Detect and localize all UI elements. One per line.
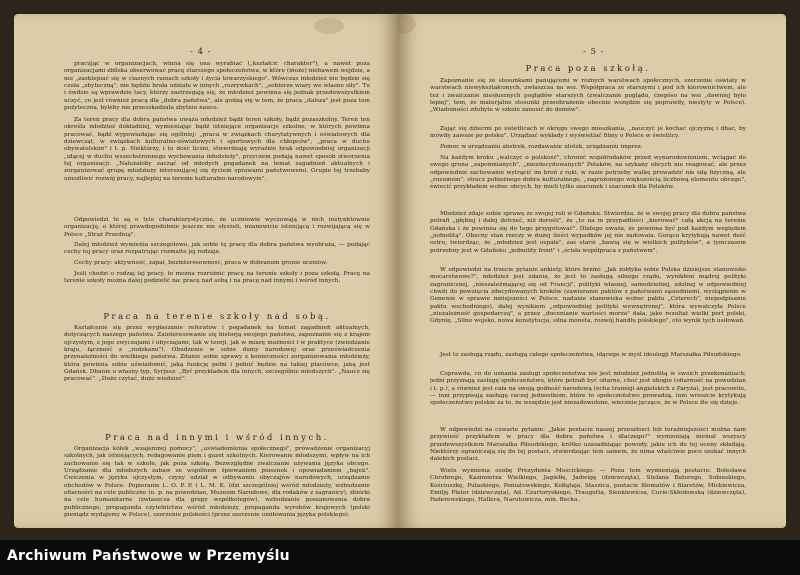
paragraph: W odpowiedzi na trzecie pytanie ankiety, które brzmi: „Jak żołdyka sobie Polska dzisiejsze stanowisko mocarstwowe?", młodzież jest zdania, że jest to zasługą silnego rządu, wynikłem mądrej polityki zagranicznej, „nieszaleźniającej się od Francji", polityki własnej, samodzielnej, zdolnej w odpowiedniej chwili do powzięcia zdecydowanych kroków (zawieranie paktów z państwami sąsiedniemi, wystąpienie w Genewie w sprawie mniejszości w Polsce, nadanie stanowiska wobec paktu „Czterech", niepodpisanie paktu wschodniego), dalej wynikiem „odpowiedniej polityki wewnętrznej", która wywalczyła Polsce „niezależność gospodarczą", a przez „docenianie wartości morza" dała, jako rezultat wielki port polski, Gdynię. „Silne wojsko, nowa konstytucja, silna moneta, rozwój handlu polskiego", oto wynik tych usiłowań. bbox=[430, 267, 746, 325]
paragraph: Organizacja kółek „wzajemnej pomocy", „uświadomienia społecznego", prowadzenie organizacyj szkolnych, jak istniejących, redagowanie pism i gazet szkolnych. Kierowanie młodszymi, wpływ na ich zachowanie się tak w szkole, jak poza szkołą. Bezwzględne zwalczanie używania języka obcego. Urządzanie dla młodszych zabaw ze wspólnem śpiewaniem piosenek i opowiadaniem „bajek". Ćwiczenia w języku ojczystym, czyny udział w odbywaniu obyczajów narodowych, urządzanie obchodów w Polsce. Popieranie L. O. P. P. i L. M. K. (dzi szczególniej wśród młodzieży, wzbudzanie ofiarności na cele publiczne (n. p. na powodzian, Muzeum Narodowe, dla rodaków z zagranicy), zbiórki na cele humanitarne (zwłaszcza dla grupy współkolegów), wzbudzanie poszanowania dobra publicznego, propaganda czytelnictwa wśród młodzieży, propaganda wyrobów krajowych (polski pieniądz wydajemy w Polsce), szerzenie polskości (przez szerzenie umiłowania języka polskiego). bbox=[64, 446, 370, 519]
paragraph: W odpowiedzi na czwarte pytanie: „Jakie postacie naszej przeszłości lub teraźniejszości można nam przywieść przykładem w pracy dla dobra państwa i dlaczego?" wymieniają niemal wszyscy przedewszystkiem Marszałka Piłsudskiego, krótko uzasadniając powody, jakie ich do tej oceny składają. Niektórzy ograniczają się do tej postaci, stwierdzając tem samem, że nima właściwie poco szukać innych dalekich postaci. bbox=[430, 427, 746, 463]
paragraph: Pomoc w urządzaniu abstrek, rozdawanie ulotek, urządzaniu imprez. bbox=[440, 144, 643, 150]
paragraph: Dalej młodzież wymienia szczegółowo, jak sobie tę pracę dla dobra państwa wyobraża, — podając cechy tej pracy oraz rozpatrując rozmaite jej rodzaje. bbox=[64, 242, 370, 256]
paragraph: Na kaźdym kroku „walczyć o polskość", chronić współrodaków przed wynarodowieniem, wciągać do swego grona „zapomnianych", „niezdecydowanych" Polaków, na szykany obcych nie reagować, ale przez odpowiednie zachowanie wytrącić im broń z ręki, w razie potrzeby walkę prowadzić nie siłą fizyczną, ale „rozumem", stracz pobieżnego dobra kulturalnego, „zagrożonego większością liczbową elementu obcego", świecić przykładem wobec obcych, by mieli tylko szacunek i szacunek dla Polaków. bbox=[430, 155, 746, 191]
archive-footer bbox=[0, 540, 800, 575]
section-heading: Praca nad innymi i wśród innych. bbox=[105, 433, 329, 443]
page-number: - 5 - bbox=[583, 47, 605, 57]
paragraph: Zapoznanie się ze stosunkami panującemi w różnych warstwach społecznych, szerzenie oświaty w warstwach niewykształconych, zwłaszcza na wsi. Współpraca ze starszymi i pod ich kierownictwem, ale też i zwalczanie niesłusznych poglądów starszych (zwalczanie poglądu, ćzegóso na wsi „dawniej było lepiej", tem, że materjalne stosunki przeobrażenie obecnie wszędzie się poprawiły, niestyty w Polsce). „Wiadomości zdobyte w szkole zanosić do domów". bbox=[430, 78, 746, 114]
paragraph: Jest to zasługą rządu, zasługą całego społeczeństwa, idącego w myśl ideologji Marszałka Piłsudskiego. bbox=[440, 352, 742, 358]
paragraph: Jeśli chodzi o rodzaj tej pracy, to można rozróżnić pracę na terenie szkoły i poza szkołą. Pracę na terenie szkoły można dalej podzielić na: pracę nad sobą i na pracę nad innymi i wśród innych. bbox=[64, 271, 370, 285]
section-heading: Praca poza szkołą. bbox=[525, 64, 651, 74]
paragraph: Coprawda, co do uznania zasługi społeczeństwa nie jest młodzież jednolitą w swoich przekonaniach; jedni przyznają zasługę społeczeństwu, które potrafi być ofiarne, choć jest ubogie (ofiarność na powodzian i t. p.), a również jest cała na swoją godność narodową (echa tramisji angielskich z Paryża), jest pracowite, — inni przypisują zasługę raczej jednostkom, które to społeczeństwo prowadzą, inni wreszcie krytykują społeczeństwo polskie za to, że wszędzie jest niezadowolone, wiecznie jęczące, że w Polsce źle się dzieje. bbox=[430, 371, 746, 407]
paragraph: Zająć się dziećmi po świetlicach w okręgu swego mieszkania, „nauczyć je kochać ojczyznę i dbać, by mówiły zawsze po polsku". Urządzać wykłady i wyświetlać filmy o Polsce w świetlicy. bbox=[430, 126, 746, 140]
paragraph: Kształcenie się przez wygłaszanie referatów i pogadanek na temat zagadnień aktualnych, dotyczących naszego państwa. Zainteresowanie się historją swojego państwa, zapoznanie się z krajem ojczystym, z jego zwyczajami i obyczajami, tak w teorji, jak w miarę możności i w praktyce (zwiedzanie kraju, łączność z „rodzkami"). Obudzenie w sobie dumy narodowej oraz przeświadczenia przynależności do wielkiego państwa. Zdanie sobie sprawy z konieczności zorganizowania młodzieży, która powinna sobie uświadomić, jaką funkcję pełni i pełnić będzie na takiej placówce, jaką jest Gdańsk. Dbanie o własny typ, Syrjusz: „Być przykładem dla innych, szczególnie młodszych". „Naucz się pracować". „Dużo czytać, dużo wiedzieć". bbox=[64, 325, 370, 383]
paragraph: Odpowiedzi te są o tyle charakterystyczne, że uczniowie wyczuwają w nich instynktownie organizację, o której prawdopodobnie jeszcze nie słyszeli, mianowicie istniejącą i rozwijającą się w Polsce „Straż Przednią". bbox=[64, 217, 370, 238]
paragraph: Wielu wymienia osobę Prezydenta Mościckiego. — Poza tem wymieniają postacie: Bolesława Chrobrego, Kazimierza Wielkiego, Jagiełłę, Jadwigę (dziewczęta), Stefana Batorego, Sobieskiego, Kościuszkę, Pułaskiego, Poniatowskiego, Kołłątaja, Staszica, postacie filomatów i filaretów, Mickiewicza, Emilję Plater (dziewczęta), Ad. Czartoryskiego, Traugutta, Sienkiewicza, Curie-Skłodowską (dziewczęta), Paderewskiego, Hallera, Narutowicza, min. Becka. bbox=[430, 468, 746, 504]
paragraph: Za teren pracy dla dobra państwa uważa młodzież bądź teren szkoły, bądź pozaszkolny. Teren ten określa młodzież dokładniej, wymieniając bądź istniejące organizacje szkolne, w których powinna pracować, bądź wypowiadając się ogólniej: „praca w związkach charytatywnych i oświatowych dla dziewcząt, w związkach kulturalno-oświatowych i sportowych dla chłopców", „praca w duchu obywatelskim" i t. p. Niektórzy, i to dość liczni, stwierdzają wyraźnie brak odpowiedniej organizacji „idącej w duchu wszechstronnego wychowania młodzieży", przyczem podają nawet sposób stworzenia tej organizacji: „Należałoby zacząć od młodych pogadanek na temat zagadnień aktualnych i zorganizować grupę młodzieży interesującej się życiem sprawami państwowemi. Grupie tej trzebaby umożliwić rozwój pracy, najlepiej na terenie kulturalno-narodowym". bbox=[64, 117, 370, 182]
left-page bbox=[14, 14, 398, 528]
right-page bbox=[398, 14, 786, 528]
paper-stain bbox=[398, 14, 416, 34]
section-heading: Praca na terenie szkoły nad sobą. bbox=[103, 312, 331, 322]
paragraph: Cechy pracy: aktywność, zapał, bezinteresowność, praca w dobranem gronie uczniów. bbox=[74, 260, 328, 266]
paragraph: Młodzież zdaje sobie sprawę ze swojej roli w Gdańsku. Stwierdza, że w swojej pracy dla dobra państwa potrafi „głębiej i dalej dotrzeć, niż dorośli", że „to na m przypadłości „kierować" całą akcją na terenie Gdańska i że powinna się do tego przygotować". Dlatego uważa, że powinna być pod każdym względem „jednolitą". Obecny stan rzeczy w dużej ilości wypadków jej nie zadowala. Gorąco krytykują nawet dość ostro, twierdząc, że „młodzież jest ospała", zaś starsi „bawią się w wielkich polityków", a tymczasem potrzebny jest w Gdańsku „jednolity front" i „ścisła współpraca z państwem". bbox=[430, 211, 746, 254]
paragraph: pracując w organizacjach, winna się ona wyrabiać („kształcić charakter"), a nawet poza organizacjami zbliska obserwować pracę starszego społeczeństwa, w które (może) niebawem wejdzie, a nie „zasklepiać się w ciasnych ramach szkoły i życia towarzyskiego". Wówczas młodzież nie będzie się czuła „zbyteczną", nie będzie brała udziału w innych „rozrywkach", „sobierze wiary we własne siły". Tu i ówdzie są wprawdzie tacy, którzy zastrzegają się, że młodzież powinna się jednak przedewszystkiem uczyć, co jest również pracą dla „dobra państwa", ale godzą się w tem, że praca „dalsza" jest poza tem pożyteczna, byleby nie przeszkadzała zbytnio nauce. bbox=[64, 61, 370, 112]
page-number: - 4 - bbox=[190, 47, 212, 57]
paper-stain bbox=[314, 18, 344, 34]
archive-name: Archiwum Państwowe w Przemyślu bbox=[7, 548, 290, 564]
